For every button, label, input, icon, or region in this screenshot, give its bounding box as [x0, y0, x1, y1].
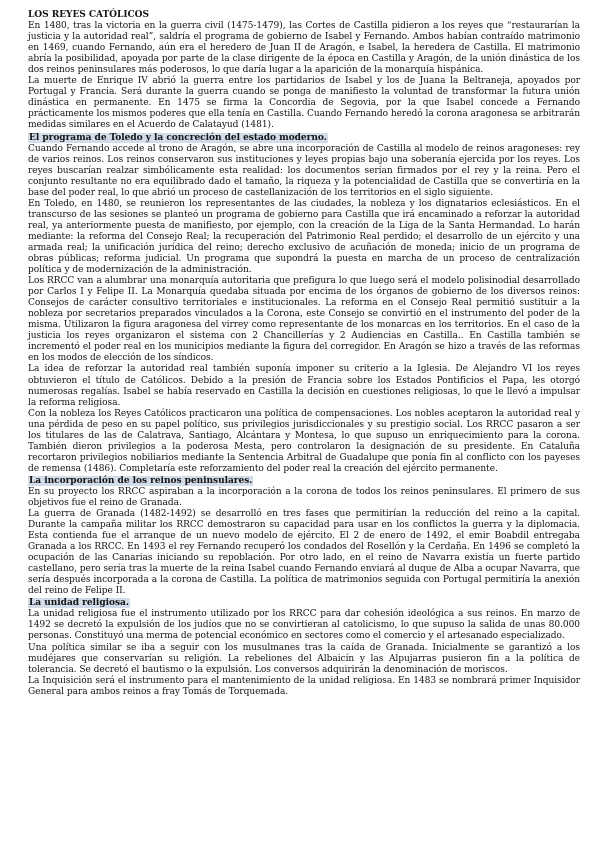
section-heading: La unidad religiosa. [29, 598, 129, 609]
section-heading: El programa de Toledo y la concreción del estado moderno. [29, 132, 327, 143]
paragraph: Los RRCC van a alumbrar una monarquía autoritaria que prefigura lo que luego será el modelo polisinodial desarrollado por Carlos I y Felipe II. La Monarquía quedaba situada por encima de los órganos de gobierno de los diversos reinos: Consejos de carácter consultivo territoriales e institucionales. La reforma en el Consejo Real permitió sustituir a la nobleza por secretarios preparados vinculados a la Corona, este Consejo se convirtió en el instrumento del poder de la misma. Utilizaron la figura aragonesa del virrey como representante de los monarcas en los territorios. En el caso de la justicia los reyes organizaron el sistema con 2 Chancillerías y 2 Audiencias en Castilla.. En Castilla también se incrementó el poder real en los municipios mediante la figura del corregidor. En Aragón se hizo a través de las reformas en los modos de elección de los síndicos. [28, 276, 580, 364]
paragraph: La unidad religiosa fue el instrumento utilizado por los RRCC para dar cohesión ideológica a sus reinos. En marzo de 1492 se decretó la expulsión de los judíos que no se convirtieran al catolicismo, lo que supuso la salida de unas 80.000 personas. Constituyó una merma de potencial económico en sectores como el comercio y el artesanado especializado. [28, 609, 580, 642]
document-title: LOS REYES CATÓLICOS [28, 10, 149, 20]
section-heading: La incorporación de los reinos peninsulares. [29, 475, 253, 486]
section-heading-line [28, 475, 580, 487]
section-heading-line [28, 597, 580, 609]
section-heading-line [28, 132, 580, 144]
paragraph: Con la nobleza los Reyes Católicos practicaron una política de compensaciones. Los nobles aceptaron la autoridad real y una pérdida de peso en su papel político, sus privilegios jurisdiccionales y su prestigio social. Los RRCC pasaron a ser los titulares de las de Calatrava, Santiago, Alcántara y Montesa, lo que supuso un enriquecimiento para la corona. También dieron privilegios a la poderosa Mesta, pero controlaron la designación de su presidente. En Cataluña recortaron privilegios nobiliarios mediante la Sentencia Arbitral de Guadalupe que ponía fin al conflicto con los payeses de remensa (1486). Completaría este reforzamiento del poder real la creación del ejército permanente. [28, 408, 580, 474]
paragraph: En 1480, tras la victoria en la guerra civil (1475-1479), las Cortes de Castilla pidieron a los reyes que “restaurarían la justicia y la autoridad real”, saldría el programa de gobierno de Isabel y Fernando. Ambos habían contraído matrimonio en 1469, cuando Fernando, aún era el heredero de Juan II de Aragón, e Isabel, la heredera de Castilla. El matrimonio abría la posibilidad, apoyada por parte de la clase dirigente de la época en Castilla y Aragón, de la unión dinástica de los dos reinos peninsulares más poderosos, lo que daría lugar a la aparición de la monarquía hispánica. [28, 21, 580, 76]
paragraph: La muerte de Enrique IV abrió la guerra entre los partidarios de Isabel y los de Juana la Beltraneja, apoyados por Portugal y Francia. Será durante la guerra cuando se ponga de manifiesto la voluntad de transformar la futura unión dinástica en permanente. En 1475 se firma la Concordia de Segovia, por la que Isabel concede a Fernando prácticamente los mismos poderes que ella tenía en Castilla. Cuando Fernando heredó la corona aragonesa se arbitrarán medidas similares en el Acuerdo de Calatayud (1481). [28, 76, 580, 131]
paragraph: La guerra de Granada (1482-1492) se desarrolló en tres fases que permitirían la reducción del reino a la capital. Durante la campaña militar los RRCC demostraron su capacidad para usar en los conflictos la guerra y la diplomacia. Esta contienda fue el arranque de un nuevo modelo de ejército. El 2 de enero de 1492, el emir Boabdil entregaba Granada a los RRCC. En 1493 el rey Fernando recuperó los condados del Rosellón y la Cerdaña. En 1496 se completó la ocupación de las Canarias iniciando su repoblación. Por otro lado, en el reino de Navarra existía un fuerte partido castellano, pero sería tras la muerte de la reina Isabel cuando Fernando enviará al duque de Alba a ocupar Navarra, que sería después incorporada a la corona de Castilla. La política de matrimonios seguida con Portugal permitiría la anexión del reino de Felipe II. [28, 509, 580, 597]
paragraph: Cuando Fernando accede al trono de Aragón, se abre una incorporación de Castilla al modelo de reinos aragoneses: rey de varios reinos. Los reinos conservaron sus instituciones y leyes propias bajo una soberanía ejercida por los reyes. Los reyes buscarían realzar simbólicamente esta realidad: los documentos serían firmados por el rey y la reina. Pero el conjunto resultante no era equilibrado dado el tamaño, la riqueza y la potencialidad de Castilla que se convertiría en la base del poder real, lo que abrió un proceso de castellanización de los territorios en el siglo siguiente. [28, 143, 580, 198]
paragraph: En Toledo, en 1480, se reunieron los representantes de las ciudades, la nobleza y los dignatarios eclesiásticos. En el transcurso de las sesiones se planteó un programa de gobierno para Castilla que irá encaminado a reforzar la autoridad real, ya anteriormente puesta de manifiesto, por ejemplo, con la creación de la Liga de la Santa Hermandad. Lo harán mediante: la reforma del Consejo Real; la recuperación del Patrimonio Real perdido; el desarrollo de un ejército y una armada real; la unificación jurídica del reino; derecho exclusivo de acuñación de moneda; inicio de un programa de obras públicas; reforma judicial. Un programa que supondrá la puesta en marcha de un proceso de centralización política y de modernización de la administración. [28, 198, 580, 276]
paragraph: La Inquisición será el instrumento para el mantenimiento de la unidad religiosa. En 1483 se nombrará primer Inquisidor General para ambos reinos a fray Tomás de Torquemada. [28, 675, 580, 697]
paragraph: En su proyecto los RRCC aspiraban a la incorporación a la corona de todos los reinos peninsulares. El primero de sus objetivos fue el reino de Granada. [28, 486, 580, 508]
document-page [28, 10, 580, 698]
paragraph: Una política similar se iba a seguir con los musulmanes tras la caída de Granada. Inicialmente se garantizó a los mudéjares que conservarían su religión. La rebeliones del Albaicín y las Alpujarras pusieron fin a la política de tolerancia. Se decretó el bautismo o la expulsión. Los conversos adquirirán la denominación de moriscos. [28, 642, 580, 675]
paragraph: La idea de reforzar la autoridad real también suponía imponer su criterio a la Iglesia. De Alejandro VI los reyes obtuvieron el título de Católicos. Debido a la presión de Francia sobre los Estados Pontificios el Papa, les otorgó numerosas regalías. Isabel se había reservado en Castilla la decisión en cuestiones religiosas, lo que le llevó a impulsar la reforma religiosa. [28, 364, 580, 408]
